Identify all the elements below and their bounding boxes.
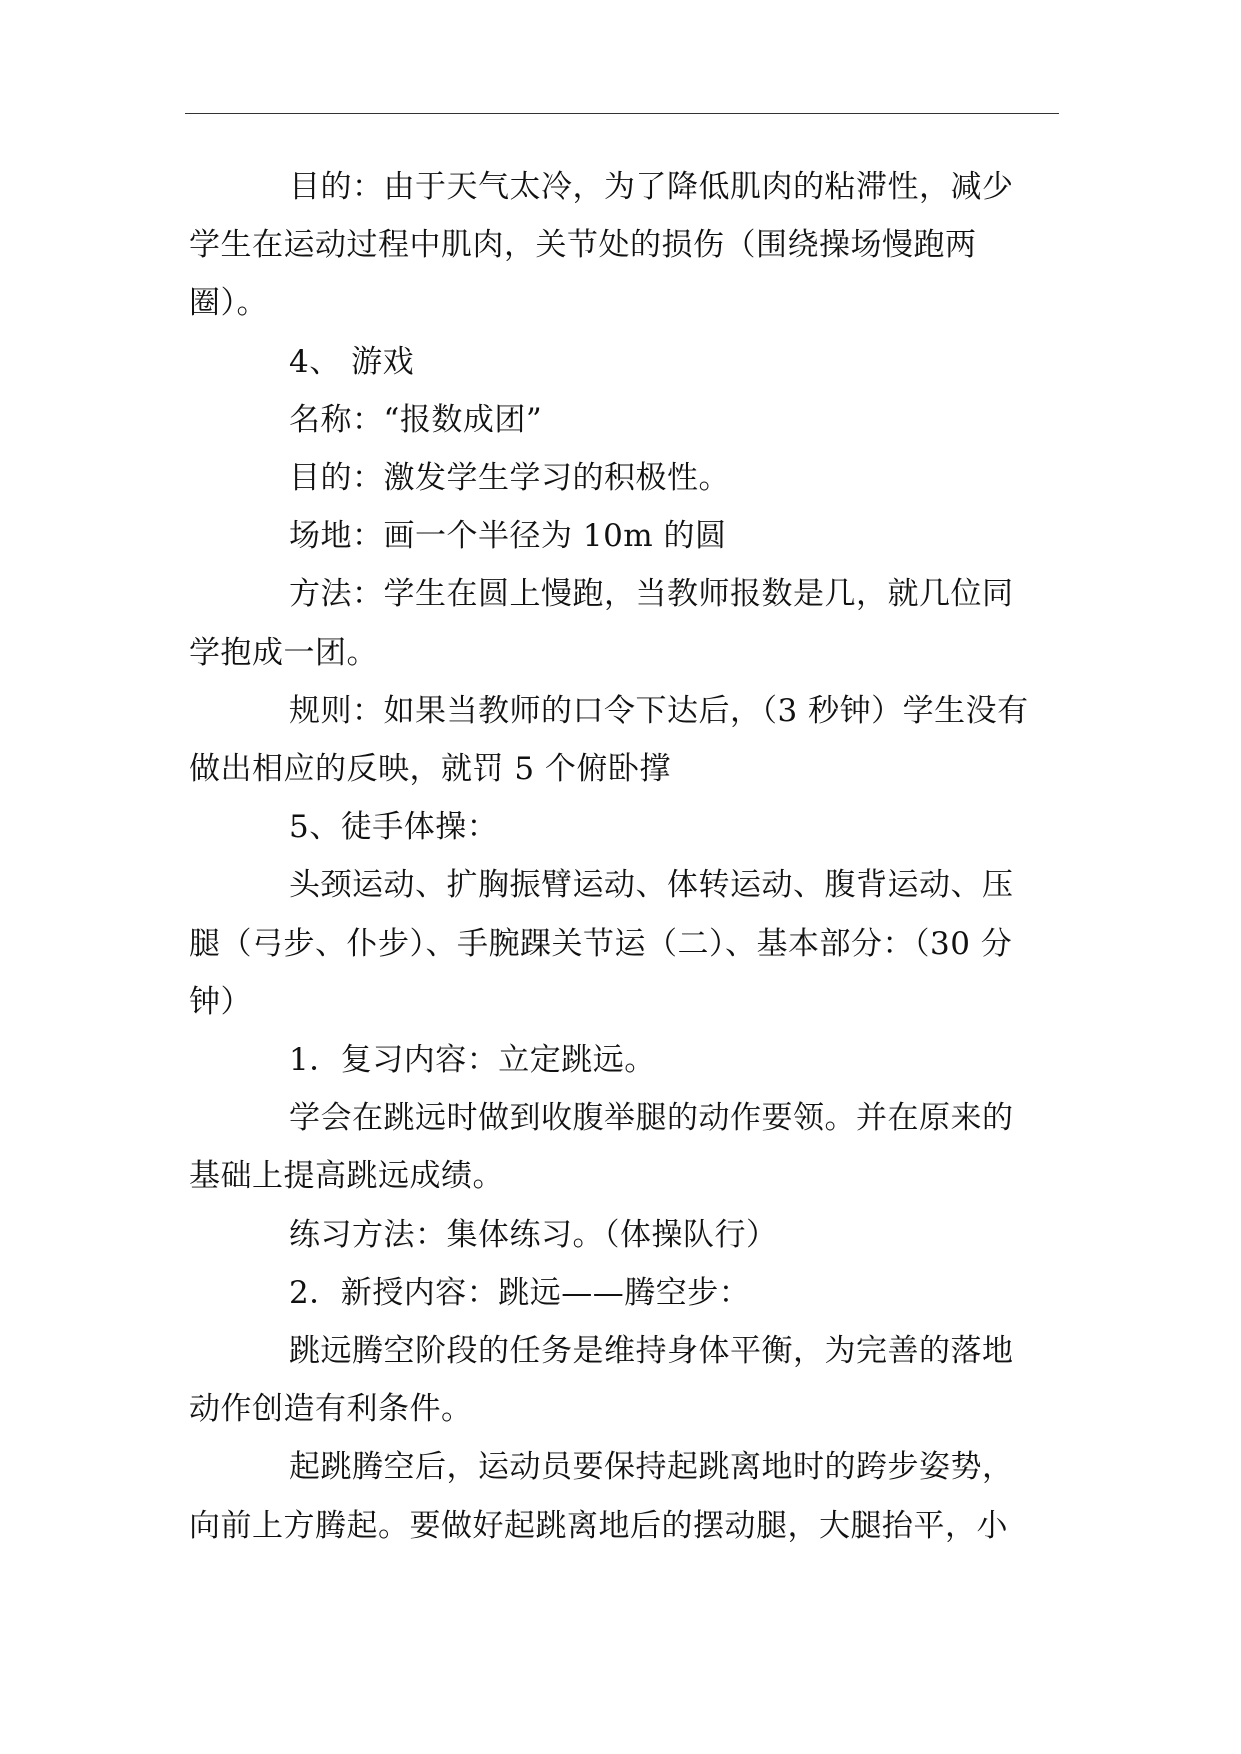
paragraph-practice-method: 练习方法：集体练习。（体操队行） [289,1216,778,1253]
paragraph-review-heading: 1．复习内容：立定跳远。 [289,1042,656,1079]
paragraph-exercise-heading: 5、徒手体操： [289,809,499,846]
paragraph-game-method: 方法：学生在圆上慢跑，当教师报数是几，就几位同 学抱成一团。 [189,576,1014,671]
header-rule [185,113,1059,114]
paragraph-new-content-heading: 2．新授内容：跳远——腾空步： [289,1274,751,1311]
paragraph-review-goal: 学会在跳远时做到收腹举腿的动作要领。并在原来的 基础上提高跳远成绩。 [189,1100,1014,1195]
paragraph-game-name: 名称：“报数成团” [289,401,543,438]
paragraph-game-venue: 场地：画一个半径为 10m 的圆 [289,518,727,555]
paragraph-flight-task: 跳远腾空阶段的任务是维持身体平衡，为完善的落地 动作创造有利条件。 [189,1333,1014,1428]
paragraph-flight-technique: 起跳腾空后，运动员要保持起跳离地时的跨步姿势， 向前上方腾起。要做好起跳离地后的摆动腿，大腿抬平，小 [189,1449,1014,1544]
paragraph-game-purpose: 目的：激发学生学习的积极性。 [289,460,730,497]
paragraph-warmup-purpose: 目的：由于天气太冷，为了降低肌肉的粘滞性，减少 学生在运动过程中肌肉，关节处的损伤（围绕操场慢跑两 圈）。 [189,169,1014,322]
paragraph-game-heading: 4、 游戏 [289,343,415,380]
paragraph-exercise-list: 头颈运动、扩胸振臂运动、体转运动、腹背运动、压 腿（弓步、仆步）、手腕踝关节运（二）、基本部分：（30 分 钟） [189,867,1014,1020]
document-body [189,158,1055,1555]
paragraph-game-rules: 规则：如果当教师的口令下达后，（3 秒钟）学生没有 做出相应的反映，就罚 5 个俯卧撑 [189,692,1029,788]
